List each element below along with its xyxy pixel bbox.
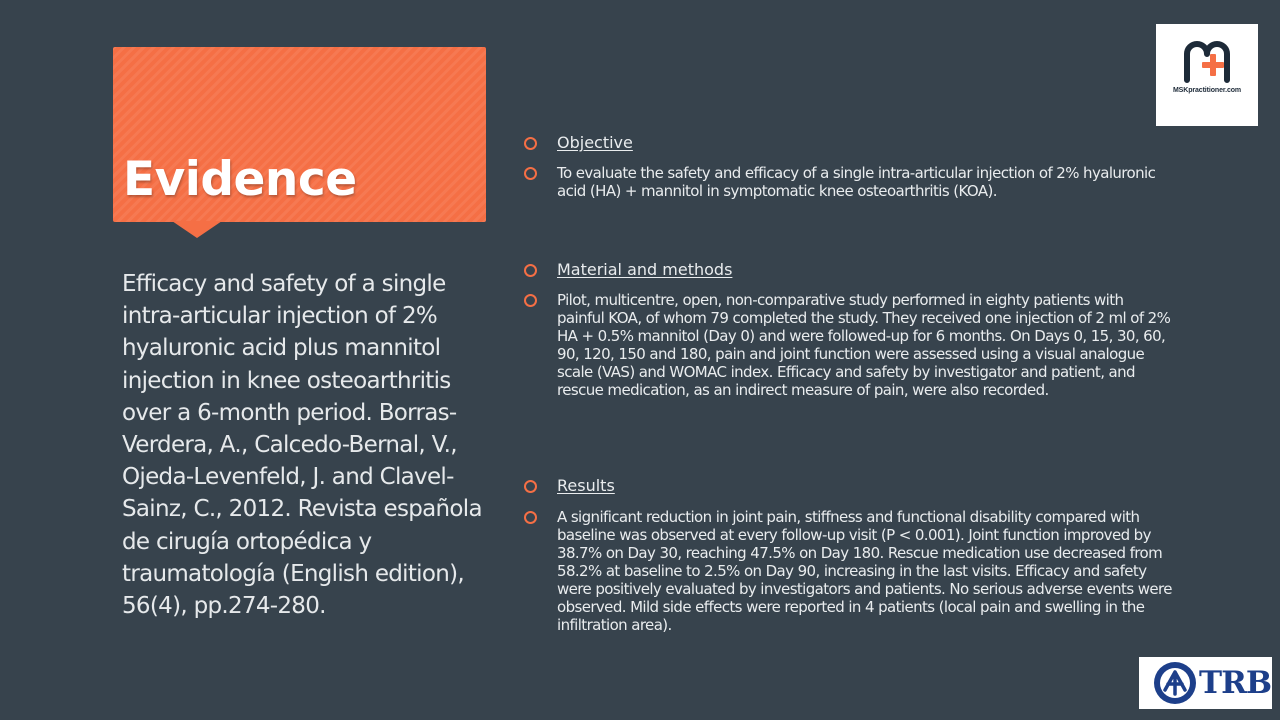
circle-bullet-icon (524, 167, 537, 180)
trb-logo-text: TRB (1199, 665, 1272, 701)
citation-text: Efficacy and safety of a single intra-articular injection of 2% hyaluronic acid plus mannitol injection in knee osteoarthritis over a 6-month period. Borras-Verdera, A., Calcedo-Bernal, V., Ojeda-Levenfeld, J. and Clavel-Sainz, C., 2012. Revista española de cirugía ortopédica y traumatología (English edition), 56(4), pp.274-280. (122, 271, 482, 620)
circle-bullet-icon (524, 480, 537, 493)
methods-heading: Material and methods (557, 260, 733, 279)
trb-emblem-icon (1152, 660, 1198, 706)
results-heading: Results (557, 476, 615, 495)
msk-logo-text: MSKpractitioner.com (1172, 87, 1242, 94)
title-banner-pointer (172, 221, 222, 238)
slide-title: Evidence (123, 152, 357, 207)
msk-m-plus-icon (1183, 40, 1231, 84)
title-banner (113, 47, 486, 222)
circle-bullet-icon (524, 137, 537, 150)
circle-bullet-icon (524, 511, 537, 524)
msk-practitioner-logo (1156, 24, 1258, 126)
methods-text: Pilot, multicentre, open, non-comparative study performed in eighty patients with painful KOA, of whom 79 completed the study. They received one injection of 2 ml of 2% HA + 0.5% mannitol (Day 0) and were followed-up for 6 months. On Days 0, 15, 30, 60, 90, 120, 150 and 180, pain and joint function were assessed using a visual analogue scale (VAS) and WOMAC index. Efficacy and safety by investigator and patient, and rescue medication, as an indirect measure of pain, were also recorded. (557, 291, 1171, 399)
objective-text: To evaluate the safety and efficacy of a single intra-articular injection of 2% hyaluronic acid (HA) + mannitol in symptomatic knee osteoarthritis (KOA). (557, 164, 1156, 200)
results-text: A significant reduction in joint pain, stiffness and functional disability compared with baseline was observed at every follow-up visit (P < 0.001). Joint function improved by 38.7% on Day 30, reaching 47.5% on Day 180. Rescue medication use decreased from 58.2% at baseline to 2.5% on Day 90, increasing in the last visits. Efficacy and safety were positively evaluated by investigators and patients. No serious adverse events were observed. Mild side effects were reported in 4 patients (local pain and swelling in the infiltration area). (557, 508, 1172, 634)
trb-logo (1139, 657, 1272, 709)
objective-heading: Objective (557, 133, 633, 152)
circle-bullet-icon (524, 294, 537, 307)
circle-bullet-icon (524, 264, 537, 277)
